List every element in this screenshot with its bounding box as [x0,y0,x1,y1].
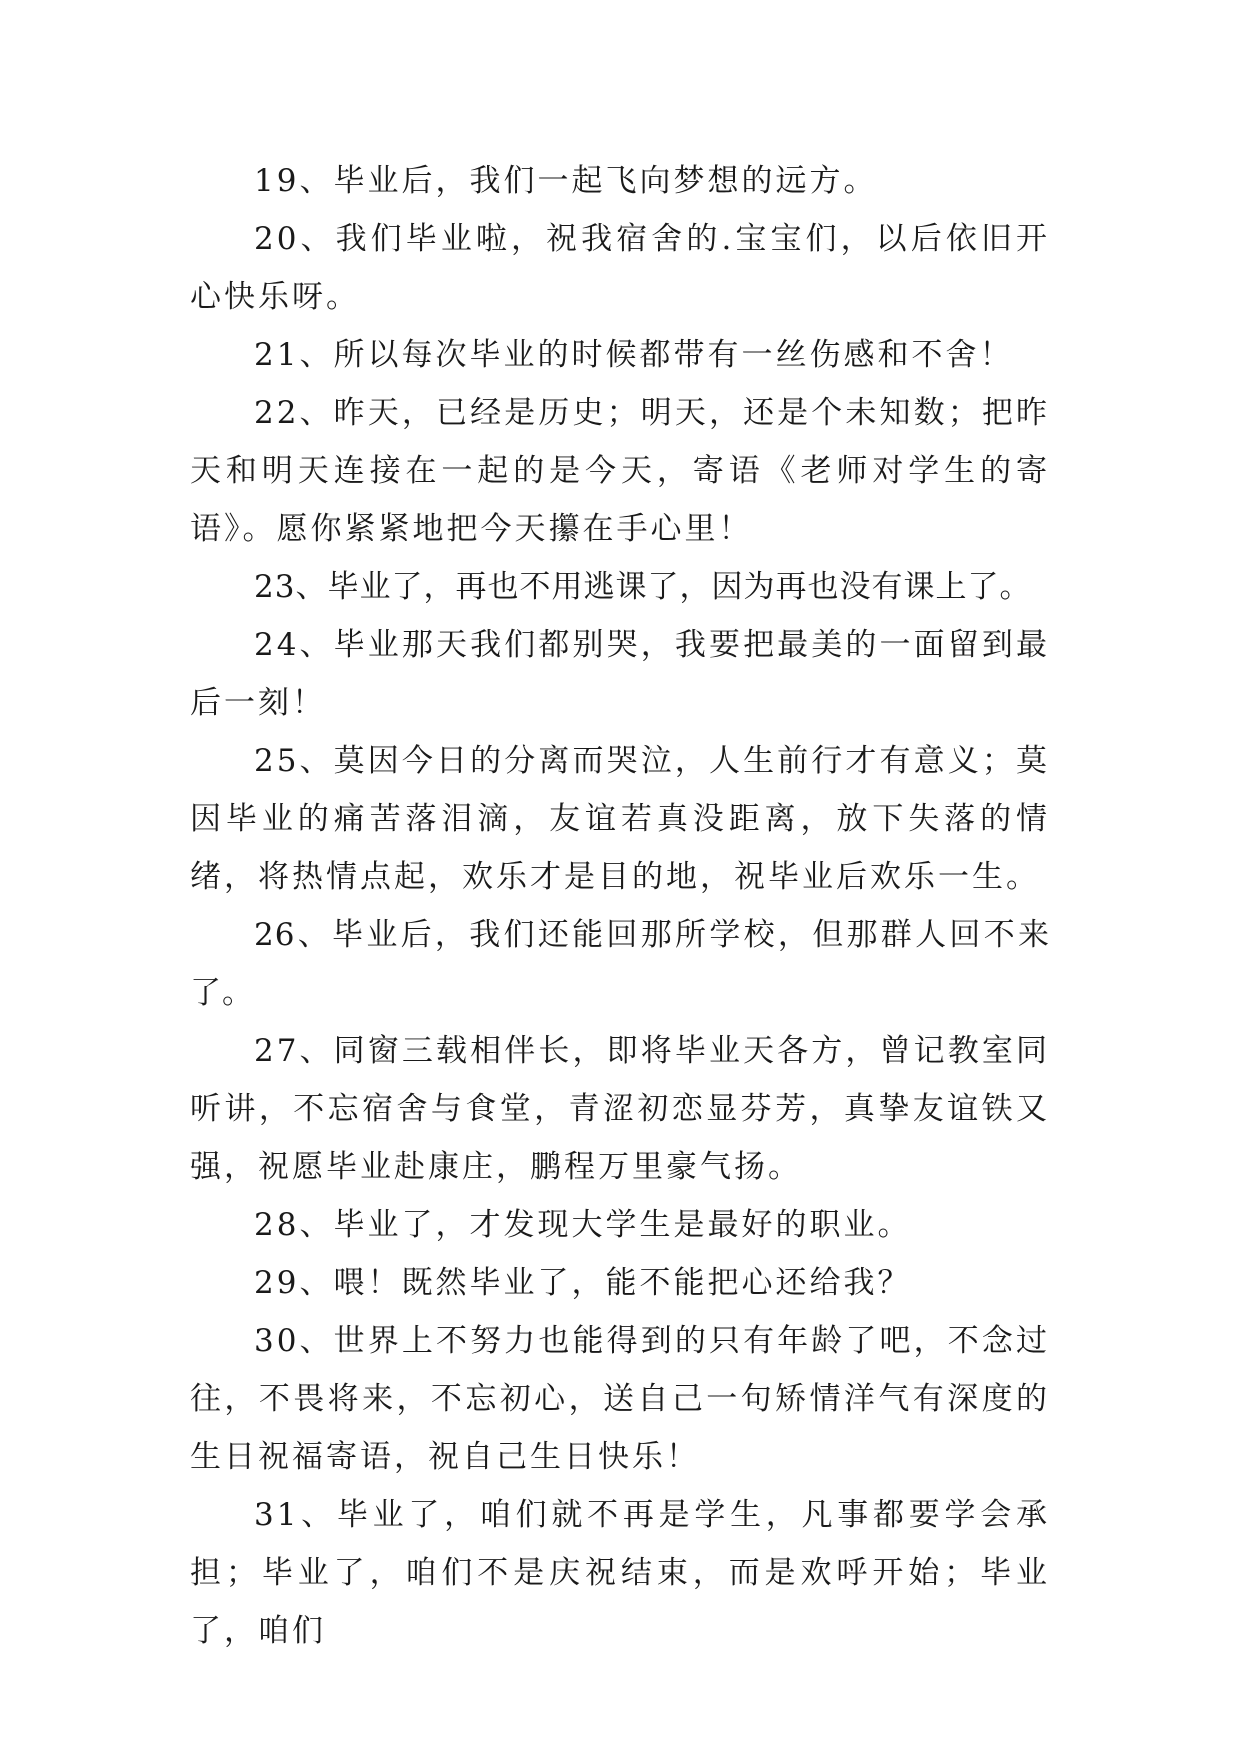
paragraph-23: 23、毕业了，再也不用逃课了，因为再也没有课上了。 [254,569,1032,605]
paragraph-31: 31、毕业了，咱们就不再是学生，凡事都要学会承担；毕业了，咱们不是庆祝结束，而是欢呼开始；毕业了，咱们 [190,1497,1050,1649]
paragraph-28: 28、毕业了，才发现大学生是最好的职业。 [254,1207,912,1243]
paragraph-25: 25、莫因今日的分离而哭泣，人生前行才有意义；莫因毕业的痛苦落泪滴，友谊若真没距离，放下失落的情绪，将热情点起，欢乐才是目的地，祝毕业后欢乐一生。 [190,743,1050,895]
paragraph-20: 20、我们毕业啦，祝我宿舍的.宝宝们，以后依旧开心快乐呀。 [190,221,1050,315]
paragraph-22: 22、昨天，已经是历史；明天，还是个未知数；把昨天和明天连接在一起的是今天，寄语《老师对学生的寄语》。愿你紧紧地把今天攥在手心里！ [190,395,1050,547]
paragraph-21: 21、所以每次毕业的时候都带有一丝伤感和不舍！ [254,337,1014,373]
paragraph-30: 30、世界上不努力也能得到的只有年龄了吧，不念过往，不畏将来，不忘初心，送自己一句矫情洋气有深度的生日祝福寄语，祝自己生日快乐！ [190,1323,1050,1475]
document-body [190,152,1050,1660]
paragraph-27: 27、同窗三载相伴长，即将毕业天各方，曾记教室同听讲，不忘宿舍与食堂，青涩初恋显芬芳，真挚友谊铁又强，祝愿毕业赴康庄，鹏程万里豪气扬。 [190,1033,1050,1185]
paragraph-24: 24、毕业那天我们都别哭，我要把最美的一面留到最后一刻！ [190,627,1050,721]
paragraph-26: 26、毕业后，我们还能回那所学校，但那群人回不来了。 [190,917,1050,1011]
paragraph-19: 19、毕业后，我们一起飞向梦想的远方。 [254,163,878,199]
paragraph-29: 29、喂！既然毕业了，能不能把心还给我？ [254,1265,912,1301]
